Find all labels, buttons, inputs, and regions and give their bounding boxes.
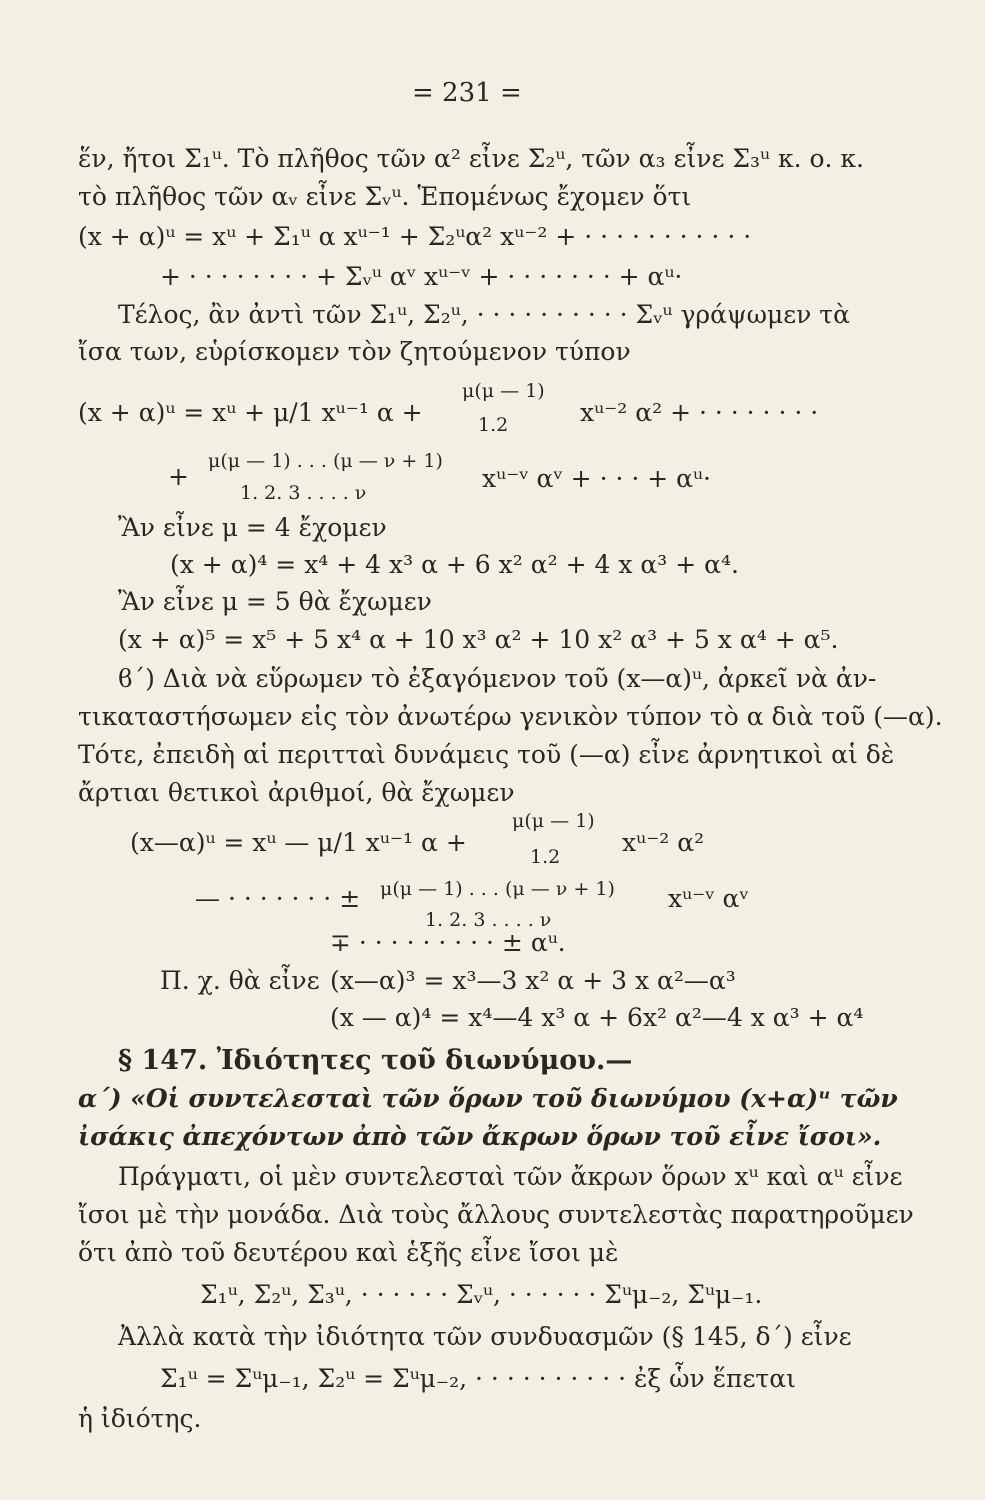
text-line: Τέλος, ἂν ἀντὶ τῶν Σ₁ᵘ, Σ₂ᵘ, · · · · · · · · · · Σᵥᵘ γράψωμεν τὰ <box>118 300 851 329</box>
text-line: Πράγματι, οἱ μὲν συντελεσταὶ τῶν ἄκρων ὅρων xᵘ καὶ αᵘ εἶνε <box>118 1162 903 1191</box>
formula-line: xᵘ⁻ᵛ αᵛ + · · · + αᵘ· <box>482 464 711 493</box>
fraction-numerator: μ(μ — 1) . . . (μ — ν + 1) <box>380 878 615 900</box>
formula-line: (x + α)⁵ = x⁵ + 5 x⁴ α + 10 x³ α² + 10 x² α³ + 5 x α⁴ + α⁵. <box>118 625 839 654</box>
formula-line: ∓ · · · · · · · · · ± αᵘ. <box>330 928 566 957</box>
text-line: Ἀλλὰ κατὰ τὴν ἰδιότητα τῶν συνδυασμῶν (§ 145, δ΄) εἶνε <box>118 1322 852 1351</box>
formula-line: (x + α)ᵘ = xᵘ + μ/1 xᵘ⁻¹ α + <box>78 398 423 427</box>
theorem-line: ἰσάκις ἀπεχόντων ἀπὸ τῶν ἄκρων ὅρων τοῦ εἶνε ἴσοι». <box>78 1122 882 1151</box>
text-line: ἴσοι μὲ τὴν μονάδα. Διὰ τοὺς ἄλλους συντελεστὰς παρατηροῦμεν <box>78 1200 914 1229</box>
formula-line: + · · · · · · · · + Σᵥᵘ αᵛ xᵘ⁻ᵛ + · · · · · · · + αᵘ· <box>160 262 683 291</box>
formula-line: (x + α)⁴ = x⁴ + 4 x³ α + 6 x² α² + 4 x α³ + α⁴. <box>170 550 739 579</box>
fraction-denominator: 1. 2. 3 . . . . ν <box>425 909 552 931</box>
text-line: τὸ πλῆθος τῶν αᵥ εἶνε Σᵥᵘ. Ἑπομένως ἔχομεν ὅτι <box>78 182 692 211</box>
text-line: ἴσα των, εὑρίσκομεν τὸν ζητούμενον τύπον <box>78 337 631 366</box>
text-line: Τότε, ἐπειδὴ αἱ περιτταὶ δυνάμεις τοῦ (—α) εἶνε ἀρνητικοὶ αἱ δὲ <box>78 740 895 769</box>
fraction-denominator: 1. 2. 3 . . . . ν <box>240 482 367 504</box>
formula-line: + <box>168 462 189 491</box>
formula-line: (x + α)ᵘ = xᵘ + Σ₁ᵘ α xᵘ⁻¹ + Σ₂ᵘα² xᵘ⁻² + · · · · · · · · · · · <box>78 222 752 251</box>
text-line: ὅτι ἀπὸ τοῦ δευτέρου καὶ ἑξῆς εἶνε ἴσοι μὲ <box>78 1238 619 1267</box>
fraction-denominator: 1.2 <box>530 846 561 868</box>
section-heading: § 147. Ἰδιότητες τοῦ διωνύμου.— <box>118 1045 633 1076</box>
text-line: Π. χ. θὰ εἶνε <box>160 966 320 995</box>
formula-line: xᵘ⁻² α² <box>622 828 705 857</box>
fraction-numerator: μ(μ — 1) . . . (μ — ν + 1) <box>208 450 443 472</box>
text-line: ϐ΄) Διὰ νὰ εὕρωμεν τὸ ἐξαγόμενον τοῦ (x—α)ᵘ, ἀρκεῖ νὰ ἀν- <box>118 664 877 693</box>
theorem-line: α΄) «Οἱ συντελεσταὶ τῶν ὅρων τοῦ διωνύμου (x+α)ᵘ τῶν <box>78 1084 898 1113</box>
text-line: ἄρτιαι θετικοὶ ἀριθμοί, θὰ ἔχωμεν <box>78 778 515 807</box>
text-line: ἕν, ἤτοι Σ₁ᵘ. Τὸ πλῆθος τῶν α² εἶνε Σ₂ᵘ, τῶν α₃ εἶνε Σ₃ᵘ κ. ο. κ. <box>78 144 864 173</box>
text-line: τικαταστήσωμεν εἰς τὸν ἀνωτέρω γενικὸν τύπον τὸ α διὰ τοῦ (—α). <box>78 702 943 731</box>
formula-line: (x—α)ᵘ = xᵘ — μ/1 xᵘ⁻¹ α + <box>130 828 467 857</box>
fraction-numerator: μ(μ — 1) <box>462 380 545 402</box>
text-line: ἡ ἰδιότης. <box>78 1404 202 1433</box>
text-line: Ἂν εἶνε μ = 5 θὰ ἔχωμεν <box>118 587 432 616</box>
formula-line: xᵘ⁻ᵛ αᵛ <box>668 884 749 913</box>
formula-line: (x—α)³ = x³—3 x² α + 3 x α²—α³ <box>330 966 736 995</box>
formula-line: (x — α)⁴ = x⁴—4 x³ α + 6x² α²—4 x α³ + α⁴ <box>330 1003 864 1032</box>
formula-line: Σ₁ᵘ, Σ₂ᵘ, Σ₃ᵘ, · · · · · · Σᵥᵘ, · · · · · · Σᵘμ₋₂, Σᵘμ₋₁. <box>200 1280 763 1309</box>
text-line: Ἂν εἶνε μ = 4 ἔχομεν <box>118 513 387 542</box>
page-number: = 231 = <box>412 78 522 108</box>
fraction-numerator: μ(μ — 1) <box>512 810 595 832</box>
formula-line: Σ₁ᵘ = Σᵘμ₋₁, Σ₂ᵘ = Σᵘμ₋₂, · · · · · · · · · · ἐξ ὧν ἕπεται <box>160 1364 796 1393</box>
fraction-denominator: 1.2 <box>478 414 509 436</box>
formula-line: — · · · · · · · ± <box>195 884 361 913</box>
formula-line: xᵘ⁻² α² + · · · · · · · · <box>580 398 819 427</box>
